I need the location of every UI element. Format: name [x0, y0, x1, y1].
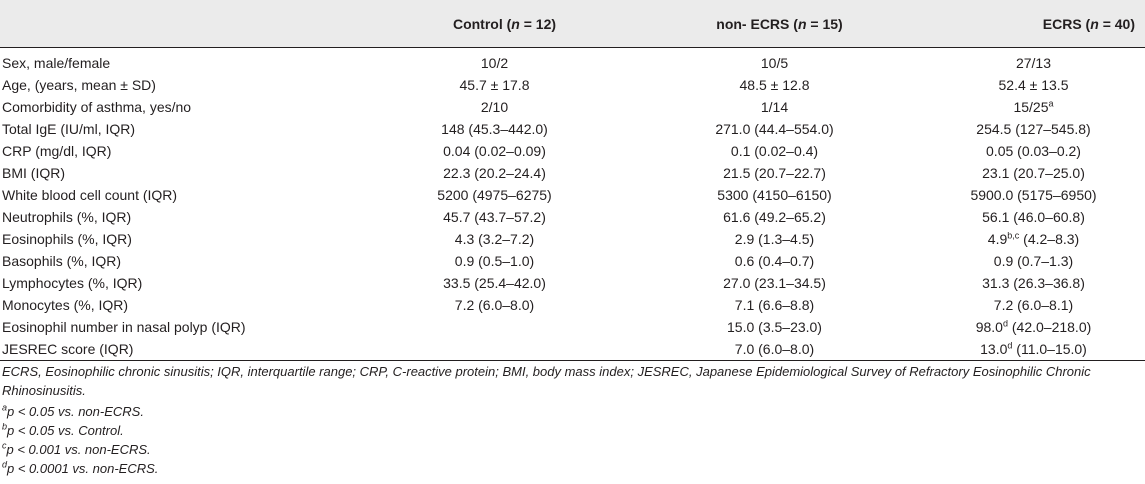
cell-control: 33.5 (25.4–42.0) — [443, 275, 546, 291]
table-header-row — [0, 0, 1145, 48]
header-control-name: Control — [452, 15, 503, 32]
abbreviations-note: ECRS, Eosinophilic chronic sinusitis; IQR, interquartile range; CRP, C-reactive protein; BMI, body mass index; JESREC, Japanese Epidemiological Survey of Refractory Eosinophilic Chronic Rhinosinusitis. — [2, 364, 1091, 398]
cell-control: 5200 (4975–6275) — [437, 187, 552, 203]
table-row — [0, 272, 1145, 294]
cell-ecrs: 0.05 (0.03–0.2) — [986, 143, 1081, 159]
cell-non-ecrs: 5300 (4150–6150) — [717, 187, 832, 203]
cell-non-ecrs: 2.9 (1.3–4.5) — [734, 231, 815, 247]
header-ecrs-n-label: n — [1090, 15, 1099, 32]
cell-control: 148 (45.3–442.0) — [441, 121, 548, 137]
table-footnotes — [2, 362, 1137, 478]
cell-non-ecrs: 0.6 (0.4–0.7) — [734, 253, 815, 269]
footnote-a — [2, 402, 1137, 421]
row-label: BMI (IQR) — [2, 165, 65, 181]
cell-ecrs — [922, 228, 1145, 250]
footnote-mark: d — [1002, 318, 1008, 329]
footnote-mark: a — [1048, 98, 1054, 109]
footnote-text: p < 0.05 vs. non-ECRS. — [7, 404, 144, 419]
table-row — [0, 250, 1145, 272]
cell-non-ecrs: 61.6 (49.2–65.2) — [723, 209, 826, 225]
cell-non-ecrs: 10/5 — [760, 55, 789, 71]
cell-control: 7.2 (6.0–8.0) — [454, 297, 535, 313]
row-label: Age, (years, mean ± SD) — [2, 77, 156, 93]
table-row — [0, 338, 1145, 361]
footnote-text: p < 0.001 vs. non-ECRS. — [6, 442, 151, 457]
cell-non-ecrs: 7.0 (6.0–8.0) — [627, 338, 922, 361]
cell-control: 22.3 (20.2–24.4) — [443, 165, 546, 181]
cell-control: 10/2 — [480, 55, 509, 71]
footnote-c — [2, 440, 1137, 459]
header-ecrs-n-value: = 40 — [1102, 15, 1131, 32]
footnote-mark: c — [2, 440, 7, 451]
header-non-ecrs: non- ECRS (n = 15) — [627, 0, 922, 48]
cell-control: 2/10 — [480, 99, 509, 115]
cell-ecrs: 27/13 — [1015, 55, 1052, 71]
header-control-n-label: n — [511, 15, 520, 32]
table-row — [0, 228, 1145, 250]
table-row — [0, 48, 1145, 75]
footnote-mark: b,c — [1007, 230, 1020, 241]
cell-control — [362, 316, 627, 338]
cell-non-ecrs: 7.1 (6.6–8.8) — [734, 297, 815, 313]
row-label: CRP (mg/dl, IQR) — [2, 143, 112, 159]
cell-ecrs-range: (4.2–8.3) — [1019, 231, 1080, 247]
header-control: Control (n = 12) — [362, 0, 627, 48]
table-row — [0, 96, 1145, 118]
row-label: Neutrophils (%, IQR) — [2, 209, 132, 225]
cell-ecrs: 52.4 ± 13.5 — [998, 77, 1069, 93]
cell-ecrs-value: 15/25 — [1013, 99, 1049, 115]
row-label: Comorbidity of asthma, yes/no — [2, 99, 192, 115]
cell-ecrs: 0.9 (0.7–1.3) — [993, 253, 1074, 269]
cell-ecrs — [922, 338, 1145, 361]
footnote-d — [2, 459, 1137, 478]
table-row — [0, 294, 1145, 316]
table-row — [0, 206, 1145, 228]
header-ecrs: ECRS (n = 40) — [922, 0, 1145, 48]
row-label: Monocytes (%, IQR) — [2, 297, 129, 313]
row-label: Basophils (%, IQR) — [2, 253, 122, 269]
table-row — [0, 162, 1145, 184]
cell-ecrs: 254.5 (127–545.8) — [976, 121, 1091, 137]
row-label: Sex, male/female — [2, 55, 111, 71]
cell-non-ecrs: 1/14 — [760, 99, 789, 115]
cell-non-ecrs: 0.1 (0.02–0.4) — [730, 143, 819, 159]
cell-control: 0.9 (0.5–1.0) — [454, 253, 535, 269]
header-non-ecrs-n-value: = 15 — [810, 15, 839, 32]
table-row — [0, 74, 1145, 96]
header-non-ecrs-name: non- ECRS — [716, 15, 790, 32]
cell-ecrs-value: 98.0 — [975, 319, 1003, 335]
table-row — [0, 118, 1145, 140]
cell-ecrs: 5900.0 (5175–6950) — [970, 187, 1097, 203]
cell-ecrs — [922, 316, 1145, 338]
footnote-text: p < 0.05 vs. Control. — [7, 423, 124, 438]
cell-non-ecrs: 27.0 (23.1–34.5) — [723, 275, 826, 291]
cell-ecrs-value: 4.9 — [987, 231, 1008, 247]
header-control-n-value: = 12 — [523, 15, 552, 32]
cell-control: 45.7 (43.7–57.2) — [443, 209, 546, 225]
cell-non-ecrs: 48.5 ± 12.8 — [739, 77, 810, 93]
row-label: Total IgE (IU/ml, IQR) — [2, 121, 136, 137]
row-label: Eosinophil number in nasal polyp (IQR) — [2, 319, 246, 335]
table-row — [0, 184, 1145, 206]
row-label: Lymphocytes (%, IQR) — [2, 275, 143, 291]
cell-non-ecrs: 21.5 (20.7–22.7) — [723, 165, 826, 181]
header-ecrs-name: ECRS — [1042, 15, 1082, 32]
footnote-mark: d — [1007, 340, 1013, 351]
cell-control — [362, 338, 627, 361]
cell-control: 4.3 (3.2–7.2) — [454, 231, 535, 247]
footnote-mark: b — [2, 421, 8, 432]
header-blank — [0, 0, 362, 48]
table-row — [0, 316, 1145, 338]
footnote-mark: a — [2, 402, 8, 413]
cell-non-ecrs: 15.0 (3.5–23.0) — [727, 319, 822, 335]
header-non-ecrs-n-label: n — [797, 15, 807, 32]
cell-ecrs: 7.2 (6.0–8.1) — [993, 297, 1074, 313]
cell-ecrs: 56.1 (46.0–60.8) — [982, 209, 1085, 225]
table-row — [0, 140, 1145, 162]
cell-ecrs: 23.1 (20.7–25.0) — [982, 165, 1085, 181]
cell-ecrs-range: (11.0–15.0) — [1012, 341, 1087, 357]
footnote-mark: d — [2, 459, 8, 470]
row-label: White blood cell count (IQR) — [2, 187, 178, 203]
cell-non-ecrs: 271.0 (44.4–554.0) — [715, 121, 834, 137]
cell-ecrs-value: 13.0 — [980, 341, 1008, 357]
cell-ecrs-range: (42.0–218.0) — [1007, 319, 1092, 335]
footnote-b — [2, 421, 1137, 440]
cell-ecrs: 31.3 (26.3–36.8) — [982, 275, 1085, 291]
cell-ecrs — [922, 96, 1145, 118]
footnote-text: p < 0.0001 vs. non-ECRS. — [7, 461, 159, 476]
cell-control: 0.04 (0.02–0.09) — [443, 143, 546, 159]
row-label: Eosinophils (%, IQR) — [2, 231, 132, 247]
cell-control: 45.7 ± 17.8 — [459, 77, 530, 93]
row-label: JESREC score (IQR) — [0, 338, 362, 361]
